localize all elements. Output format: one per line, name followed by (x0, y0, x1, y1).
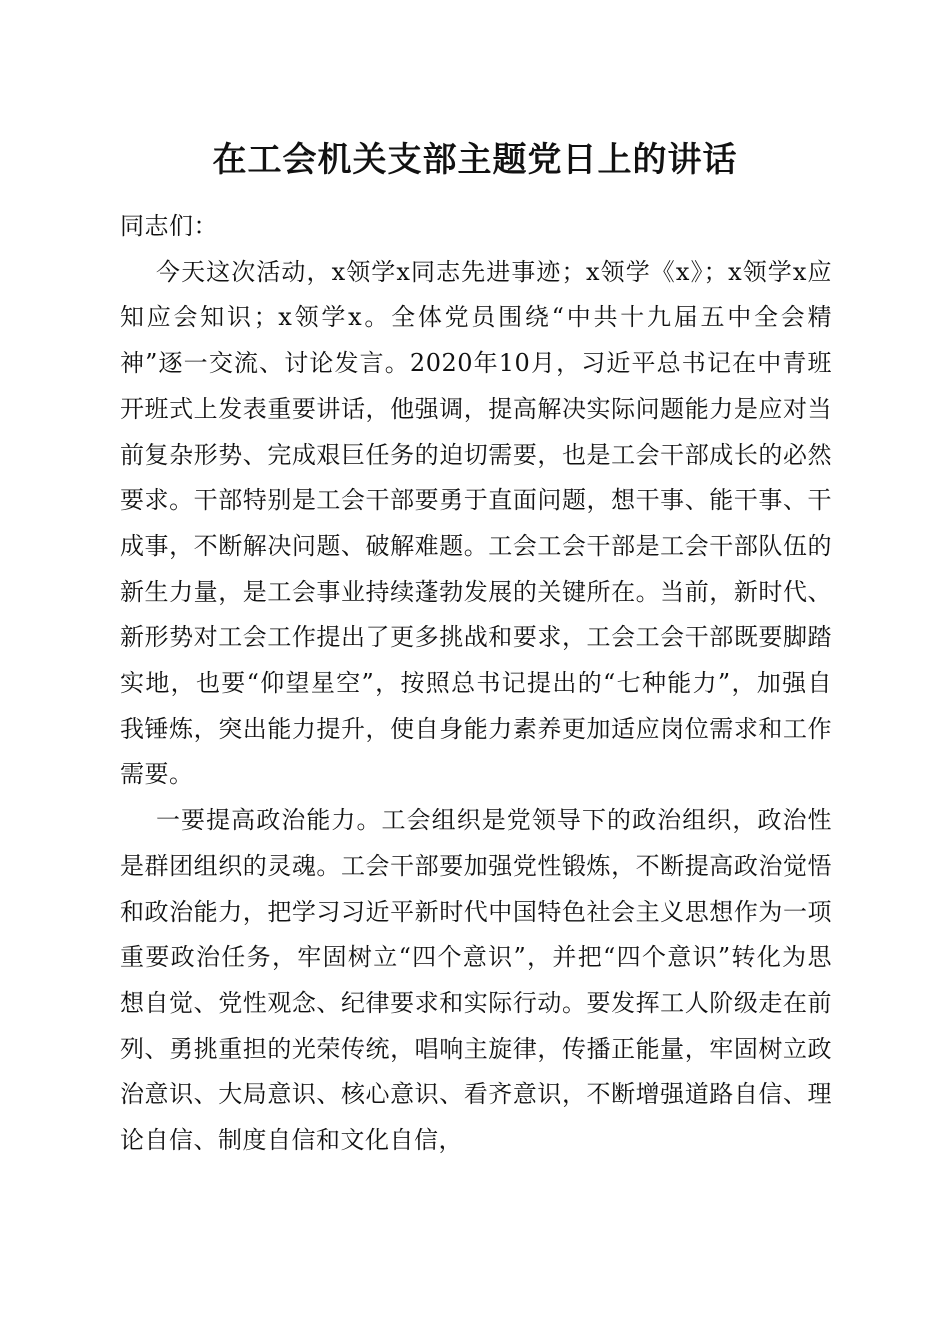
document-body (120, 204, 832, 1164)
paragraph-intro: 今天这次活动，x领学x同志先进事迹；x领学《x》；x领学x应知应会知识；x领学x。全体党员围绕“中共十九届五中全会精神”逐一交流、讨论发言。2020年10月，习近平总书记在中青班开班式上发表重要讲话，他强调，提高解决实际问题能力是应对当前复杂形势、完成艰巨任务的迫切需要，也是工会干部成长的必然要求。干部特别是工会干部要勇于直面问题，想干事、能干事、干成事，不断解决问题、破解难题。工会工会干部是工会干部队伍的新生力量，是工会事业持续蓬勃发展的关键所在。当前，新时代、新形势对工会工作提出了更多挑战和要求，工会工会干部既要脚踏实地，也要“仰望星空”，按照总书记提出的“七种能力”，加强自我锤炼，突出能力提升，使自身能力素养更加适应岗位需求和工作需要。 (120, 257, 832, 789)
paragraph-political-ability: 一要提高政治能力。工会组织是党领导下的政治组织，政治性是群团组织的灵魂。工会干部要加强党性锻炼，不断提高政治觉悟和政治能力，把学习习近平新时代中国特色社会主义思想作为一项重要政治任务，牢固树立“四个意识”，并把“四个意识”转化为思想自觉、党性观念、纪律要求和实际行动。要发挥工人阶级走在前列、勇挑重担的光荣传统，唱响主旋律，传播正能量，牢固树立政治意识、大局意识、核心意识、看齐意识，不断增强道路自信、理论自信、制度自信和文化自信， (120, 806, 832, 1155)
document-title: 在工会机关支部主题党日上的讲话 (212, 140, 738, 180)
salutation: 同志们： (120, 212, 218, 240)
